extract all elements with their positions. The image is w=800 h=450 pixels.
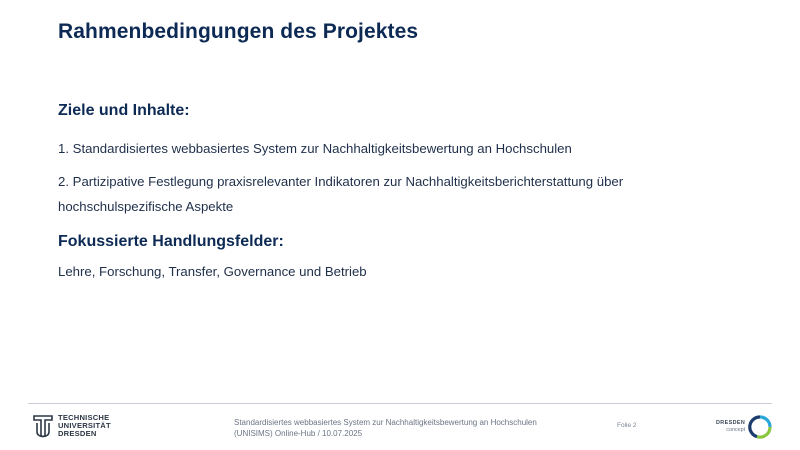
tu-logo-line-3: DRESDEN bbox=[58, 429, 97, 439]
slide-number: Folie 2 bbox=[617, 422, 637, 429]
dd-logo-line-1: DRESDEN bbox=[716, 420, 746, 427]
goal-item-2-line-1: 2. Partizipative Festlegung praxisrelevanter Indikatoren zur Nachhaltigkeitsberichterstattung über bbox=[58, 174, 624, 189]
tu-dresden-emblem-icon bbox=[32, 413, 54, 439]
goal-item-2-line-2: hochschulspezifische Aspekte bbox=[58, 199, 234, 214]
section-heading-goals: Ziele und Inhalte: bbox=[58, 102, 190, 119]
fields-text: Lehre, Forschung, Transfer, Governance und Betrieb bbox=[58, 264, 367, 279]
slide-title: Rahmenbedingungen des Projektes bbox=[58, 20, 419, 43]
goal-item-2 bbox=[58, 169, 623, 219]
footer-caption-line-2: (UNISIMS) Online-Hub / 10.07.2025 bbox=[234, 429, 363, 438]
dd-logo-line-2: concept bbox=[726, 427, 746, 433]
tu-logo-line-2: UNIVERSITÄT bbox=[58, 420, 111, 430]
dresden-concept-ring-icon bbox=[748, 415, 772, 439]
dresden-concept-logo bbox=[716, 414, 776, 440]
goal-item-1: 1. Standardisiertes webbasiertes System zur Nachhaltigkeitsbewertung an Hochschulen bbox=[58, 141, 572, 156]
footer-caption-line-1: Standardisiertes webbasiertes System zur Nachhaltigkeitsbewertung an Hochschulen bbox=[234, 418, 537, 427]
footer-caption bbox=[234, 417, 537, 439]
tu-logo-line-1: TECHNISCHE bbox=[58, 412, 110, 422]
section-heading-fields: Fokussierte Handlungsfelder: bbox=[58, 233, 284, 250]
tu-dresden-logo bbox=[32, 412, 122, 440]
footer-divider bbox=[28, 403, 772, 404]
